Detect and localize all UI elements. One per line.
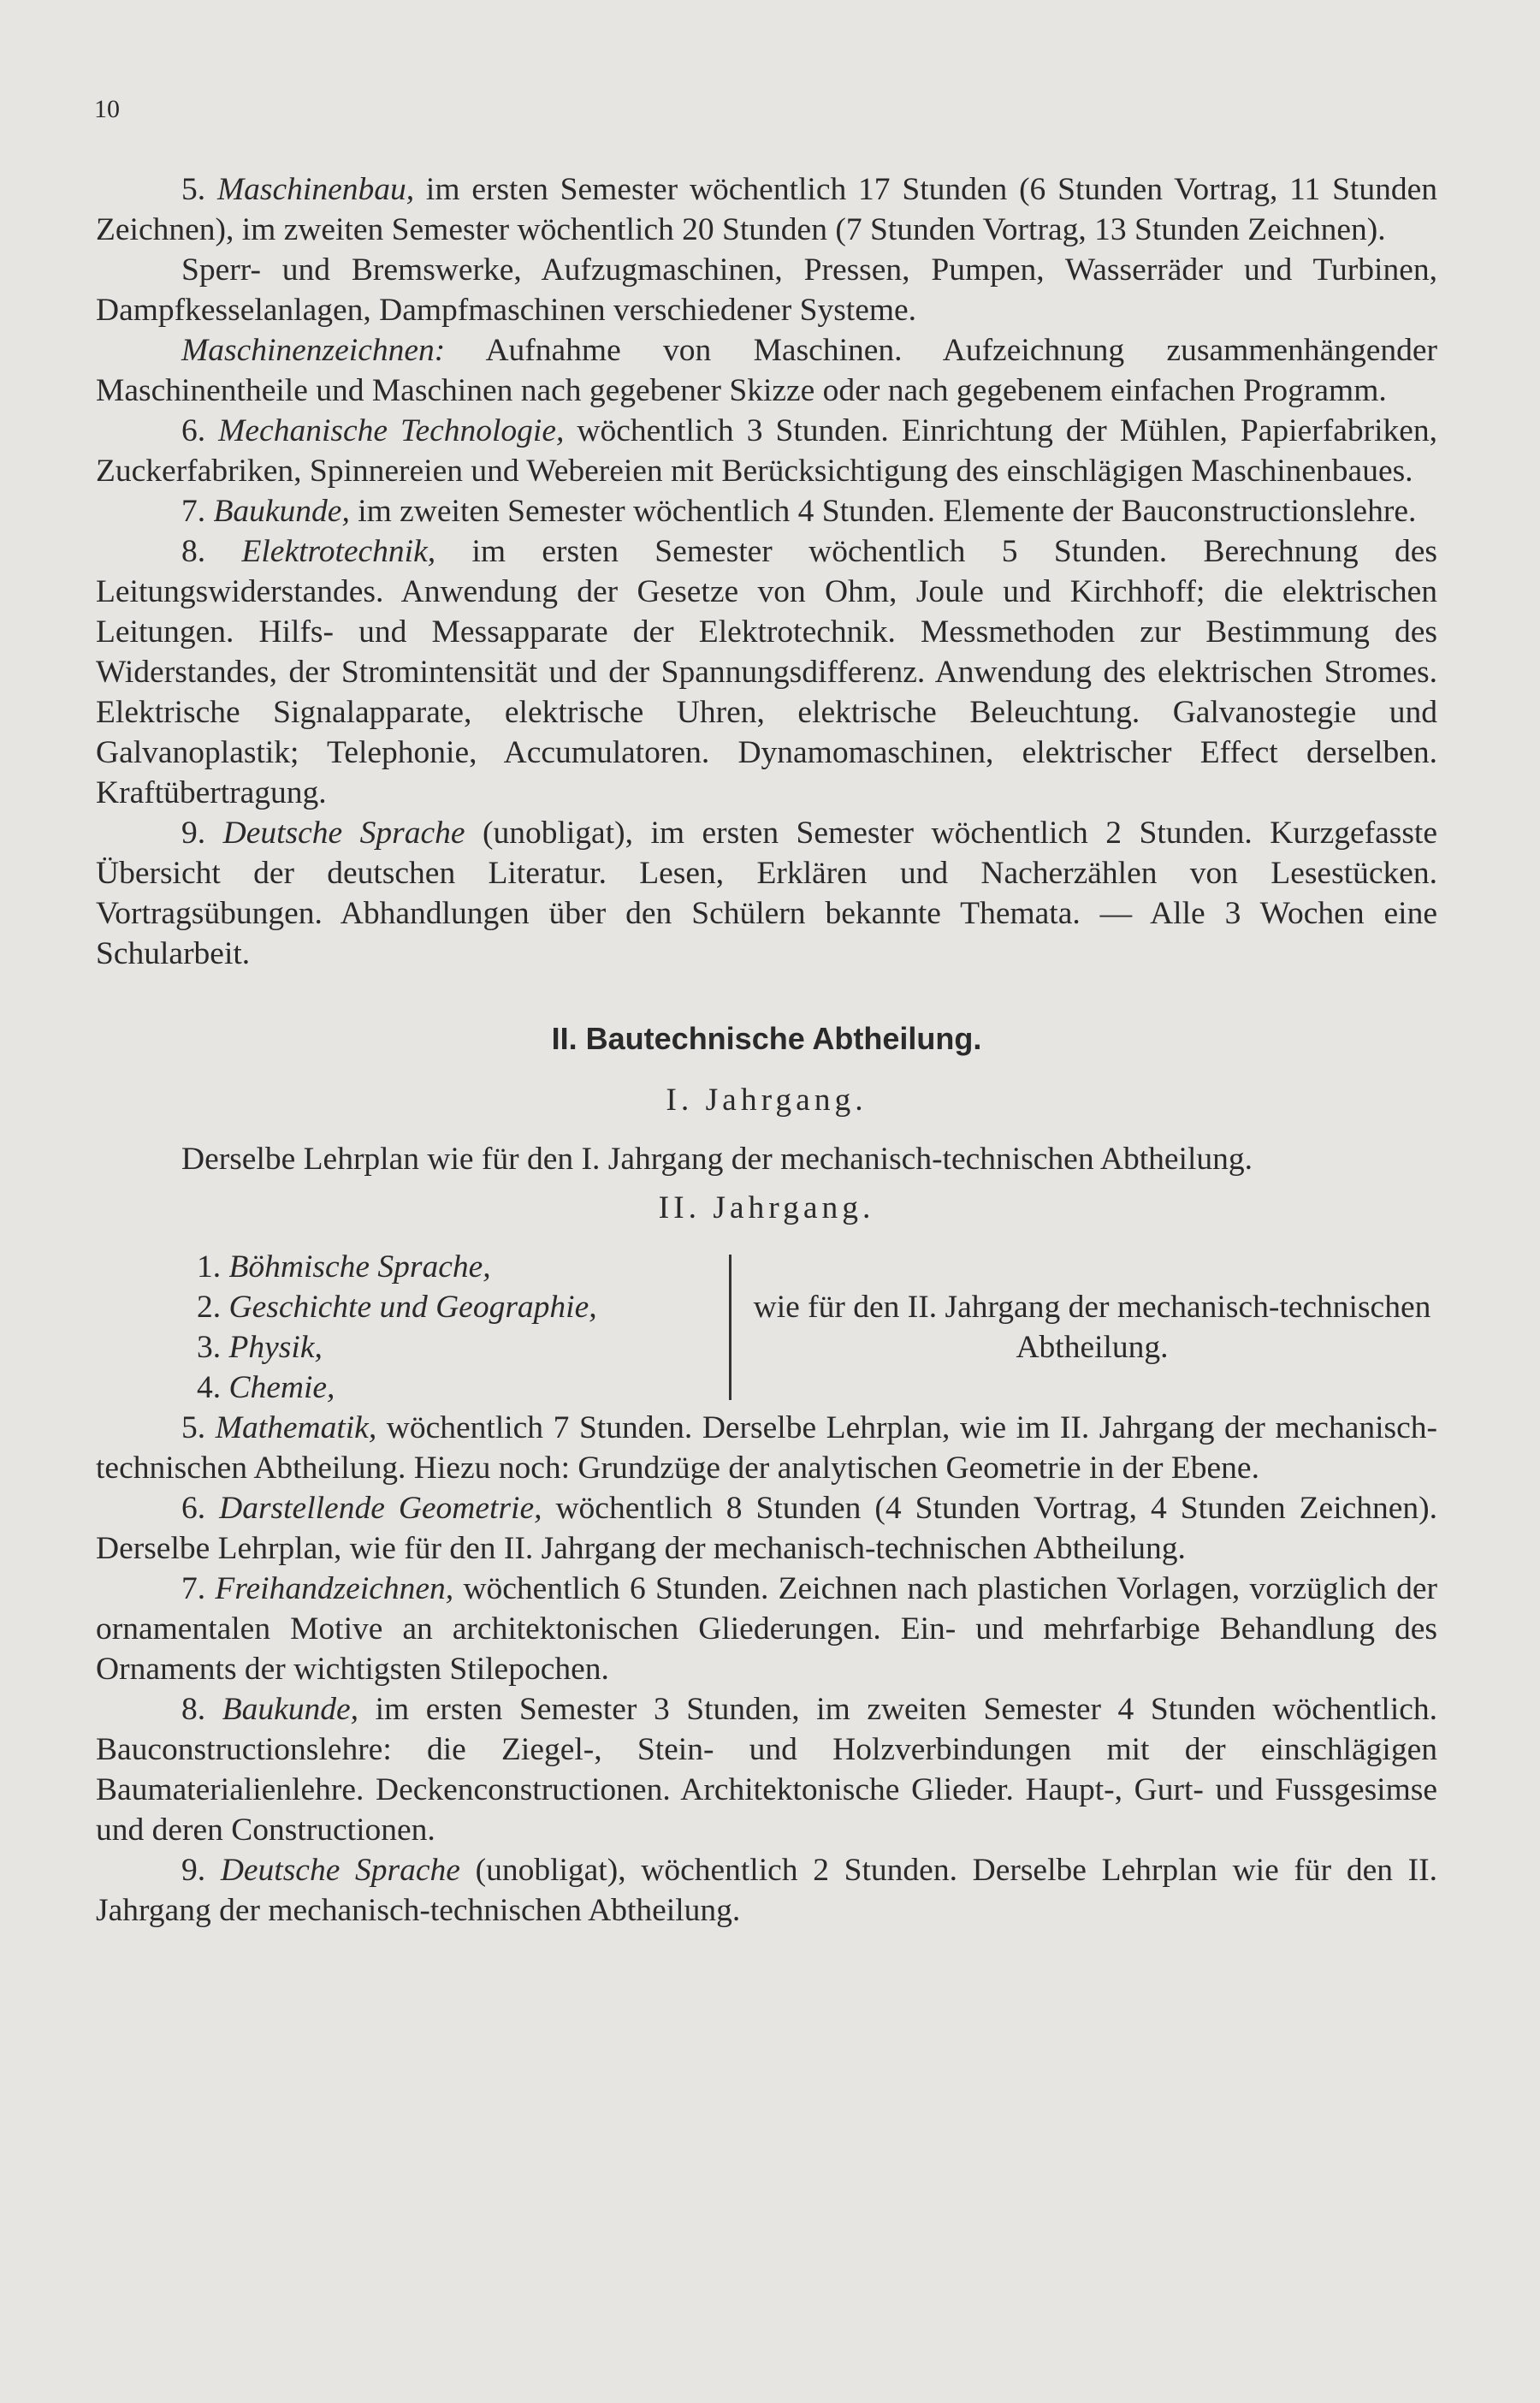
paragraph-text: (unobligat), wöchentlich 2 Stunden. Derselbe Lehrplan wie für den II. Jahrgang der mechanisch-technischen Abtheilung. (96, 1853, 1437, 1928)
paragraph-maschinenbau (96, 169, 1437, 250)
subject-list (96, 1247, 729, 1408)
page-number: 10 (94, 95, 120, 123)
subject-title: Deutsche Sprache (222, 816, 465, 851)
paragraph-text: wöchentlich 8 Stunden (4 Stunden Vortrag, 4 Stunden Zeichnen). Derselbe Lehrplan, wie für den II. Jahrgang der mechanisch-technischen Abtheilung. (96, 1491, 1438, 1566)
paragraph-text: wöchentlich 7 Stunden. Derselbe Lehrplan, wie im II. Jahrgang der mechanisch-technischen Abtheilung. Hiezu noch: Grundzüge der analytischen Geometrie in der Ebene. (96, 1410, 1437, 1486)
subject-title: Maschinenbau, (216, 172, 415, 207)
brace-note: wie für den II. Jahrgang der mechanisch-technischen Abtheilung. (753, 1290, 1431, 1365)
paragraph-deutsch-1 (96, 813, 1437, 974)
item-number: 7. (181, 494, 214, 529)
paragraph-year1: Derselbe Lehrplan wie für den I. Jahrgang der mechanisch-technischen Abtheilung. (181, 1142, 1253, 1177)
list-item: 1. Böhmische Sprache, (197, 1249, 491, 1285)
paragraph-sperrwerke: Sperr- und Bremswerke, Aufzugmaschinen, Pressen, Pumpen, Wasserräder und Turbinen, Dampfkesselanlagen, Dampfmaschinen verschiedener Systeme. (96, 252, 1437, 328)
item-number: 8. (181, 1692, 222, 1727)
paragraph-text: wöchentlich 3 Stunden. Einrichtung der Mühlen, Papierfabriken, Zuckerfabriken, Spinnereien und Webereien mit Berücksichtigung des einschlägigen Maschinenbaues. (96, 413, 1438, 489)
item-number: 6. (181, 413, 219, 448)
subject-title: Baukunde, (222, 1692, 359, 1727)
item-number: 8. (181, 534, 242, 569)
item-number: 6. (181, 1491, 220, 1526)
paragraph-text: im ersten Semester 3 Stunden, im zweiten Semester 4 Stunden wöchentlich. Bauconstructionslehre: die Ziegel-, Stein- und Holzverbindungen mit der einschlägigen Baumaterialienlehre. Deckenconstructionen. Architektonische Glieder. Haupt-, Gurt- und Fussgesimse und deren Constructionen. (96, 1692, 1438, 1848)
paragraph-freihandzeichnen (96, 1569, 1437, 1689)
paragraph-text: im ersten Semester wöchentlich 17 Stunden (6 Stunden Vortrag, 11 Stunden Zeichnen), im zweiten Semester wöchentlich 20 Stunden (7 Stunden Vortrag, 13 Stunden Zeichnen). (96, 172, 1437, 247)
subject-group (96, 1247, 1437, 1408)
paragraph-text: (unobligat), im ersten Semester wöchentlich 2 Stunden. Kurzgefasste Übersicht der deutschen Literatur. Lesen, Erklären und Nacherzählen von Lesestücken. Vortragsübungen. Abhandlungen über den Schülern bekannte Themata. — Alle 3 Wochen eine Schularbeit. (96, 816, 1437, 971)
subject-title: Deutsche Sprache (220, 1853, 460, 1888)
item-number: 5. (181, 1410, 216, 1445)
subject-title: Freihandzeichnen, (215, 1571, 454, 1606)
page-content (96, 169, 1437, 1931)
paragraph-text: wöchentlich 6 Stunden. Zeichnen nach plastichen Vorlagen, vorzüglich der ornamentalen Motive an architektonischen Gliederungen. Ein- und mehrfarbige Behandlung des Ornaments der wichtigsten Stilepochen. (96, 1571, 1438, 1687)
item-number: 9. (181, 1853, 221, 1888)
section-title: II. Bautechnische Abtheilung. (551, 1021, 982, 1056)
paragraph-elektrotechnik (96, 531, 1437, 813)
list-item: 4. Chemie, (197, 1370, 335, 1405)
paragraph-technologie (96, 411, 1437, 491)
paragraph-maschinenzeichnen (96, 330, 1437, 411)
paragraph-text: Aufnahme von Maschinen. Aufzeichnung zusammenhängender Maschinentheile und Maschinen nach gegebener Skizze oder nach gegebenem einfachen Programm. (96, 333, 1437, 408)
subject-title: Mechanische Technologie, (218, 413, 565, 448)
subject-title: Elektrotechnik, (241, 534, 436, 569)
subject-title: Darstellende Geometrie, (219, 1491, 542, 1526)
paragraph-text: im zweiten Semester wöchentlich 4 Stunden. Elemente der Bauconstructionslehre. (349, 494, 1417, 529)
year-heading-2: II. Jahrgang. (658, 1190, 875, 1225)
list-item: 2. Geschichte und Geographie, (197, 1290, 597, 1325)
paragraph-text: im ersten Semester wöchentlich 5 Stunden. Berechnung des Leitungswiderstandes. Anwendung der Gesetze von Ohm, Joule und Kirchhoff; die elektrischen Leitungen. Hilfs- und Messapparate der Elektrotechnik. Messmethoden zur Bestimmung des Widerstandes, der Stromintensität und der Spannungsdifferenz. Anwendung des elektrischen Stromes. Elektrische Signalapparate, elektrische Uhren, elektrische Beleuchtung. Galvanostegie und Galvanoplastik; Telephonie, Accumulatoren. Dynamomaschinen, elektrischer Effect derselben. Kraftübertragung. (96, 534, 1437, 810)
subject-title: Mathematik, (215, 1410, 377, 1445)
item-number: 7. (181, 1571, 216, 1606)
list-item: 3. Physik, (197, 1330, 323, 1365)
brace-line (729, 1255, 732, 1400)
item-number: 9. (181, 816, 223, 851)
paragraph-mathematik (96, 1408, 1437, 1488)
paragraph-baukunde-2 (96, 1689, 1437, 1850)
paragraph-geometrie (96, 1488, 1437, 1569)
paragraph-baukunde-1 (96, 491, 1437, 531)
year-heading-1: I. Jahrgang. (666, 1083, 868, 1118)
paragraph-deutsch-2 (96, 1850, 1437, 1931)
subject-title: Maschinenzeichnen: (181, 333, 446, 368)
subject-title: Baukunde, (213, 494, 350, 529)
item-number: 5. (181, 172, 217, 207)
